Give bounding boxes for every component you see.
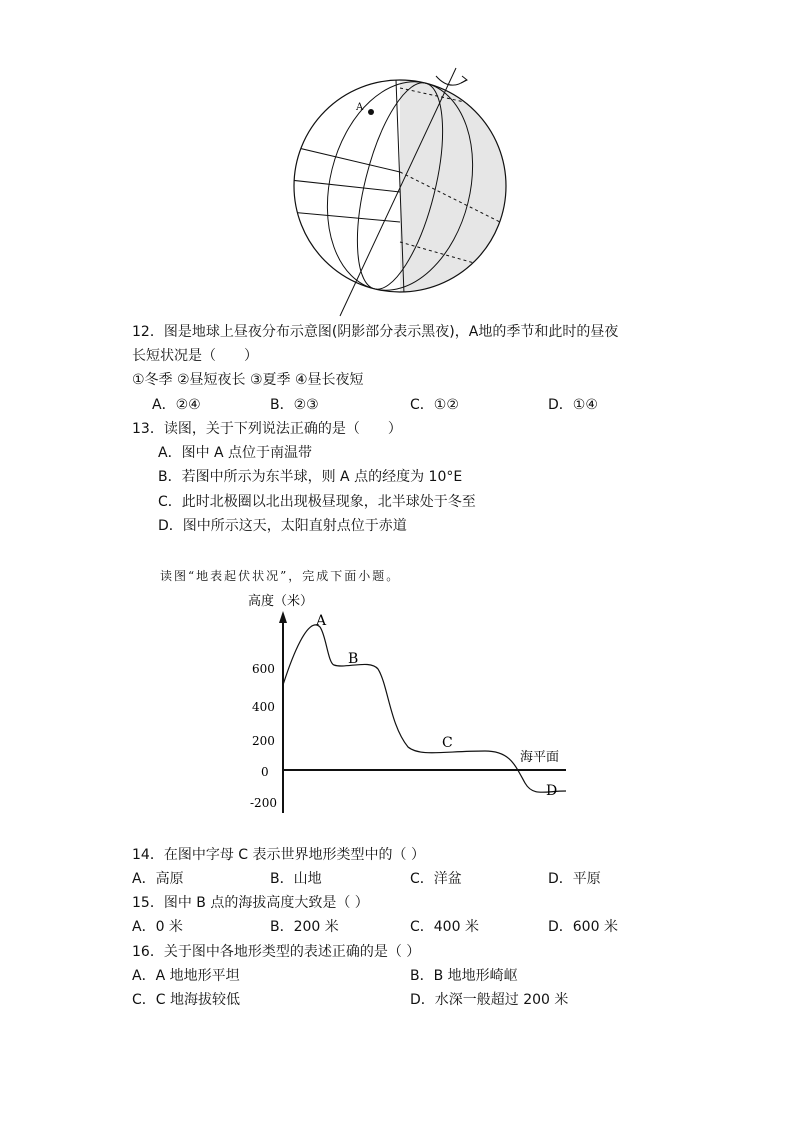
q15-option-d: D．600 米	[548, 919, 618, 935]
q15-stem: 15．图中 B 点的海拔高度大致是（ ）	[132, 895, 369, 911]
y-tick-label: 0	[261, 765, 269, 779]
section-intro: 读图“地表起伏状况”，完成下面小题。	[160, 569, 401, 583]
q16-option-b: B．B 地地形崎岖	[410, 968, 518, 984]
point-a-label: A	[356, 102, 364, 113]
q16-option-c: C．C 地海拔较低	[132, 992, 241, 1008]
point-a-marker	[368, 109, 374, 115]
q13-option-b: B．若图中所示为东半球，则 A 点的经度为 10°E	[158, 469, 463, 485]
q13-option-d: D．图中所示这天，太阳直射点位于赤道	[158, 518, 407, 534]
y-axis-arrow-icon	[279, 611, 287, 623]
q15-option-a: A．0 米	[132, 919, 183, 935]
rotation-arrow-icon	[436, 76, 466, 85]
q12-choices: ①冬季 ②昼短夜长 ③夏季 ④昼长夜短	[132, 372, 364, 388]
q15-option-b: B．200 米	[270, 919, 339, 935]
q12-stem-line2: 长短状况是（ ）	[132, 348, 258, 364]
point-c-label: C	[442, 735, 453, 751]
q12-stem-line1: 12．图是地球上昼夜分布示意图(阴影部分表示黑夜)，A地的季节和此时的昼夜	[132, 324, 619, 340]
point-b-label: B	[348, 651, 359, 667]
q16-stem: 16．关于图中各地形类型的表述正确的是（ ）	[132, 944, 421, 960]
q14-option-c: C．洋盆	[410, 871, 462, 887]
point-a-label: A	[316, 613, 327, 629]
q12-option-a: A．②④	[152, 397, 201, 413]
q13-option-c: C．此时北极圈以北出现极昼现象，北半球处于冬至	[158, 494, 476, 510]
q15-option-c: C．400 米	[410, 919, 479, 935]
sea-level-label: 海平面	[520, 750, 560, 765]
night-shading	[400, 80, 506, 292]
y-tick-label: 200	[252, 734, 275, 748]
q16-option-a: A．A 地地形平坦	[132, 968, 240, 984]
y-tick-label: 400	[252, 700, 275, 714]
q13-option-a: A．图中 A 点位于南温带	[158, 445, 313, 461]
q14-option-a: A．高原	[132, 871, 184, 887]
q12-option-c: C．①②	[410, 397, 459, 413]
globe-day-night-diagram	[290, 62, 520, 322]
q14-option-d: D．平原	[548, 871, 601, 887]
q12-option-d: D．①④	[548, 397, 598, 413]
terrain-profile-diagram	[230, 585, 575, 820]
y-tick-label: -200	[250, 796, 277, 810]
y-tick-label: 600	[252, 662, 275, 676]
q12-option-b: B．②③	[270, 397, 319, 413]
q14-stem: 14．在图中字母 C 表示世界地形类型中的（ ）	[132, 847, 425, 863]
q14-option-b: B．山地	[270, 871, 322, 887]
point-d-label: D	[546, 783, 558, 799]
terrain-curve	[283, 625, 566, 792]
q13-stem: 13．读图，关于下列说法正确的是（ ）	[132, 421, 402, 437]
y-axis-title: 高度（米）	[248, 594, 314, 609]
q16-option-d: D．水深一般超过 200 米	[410, 992, 569, 1008]
